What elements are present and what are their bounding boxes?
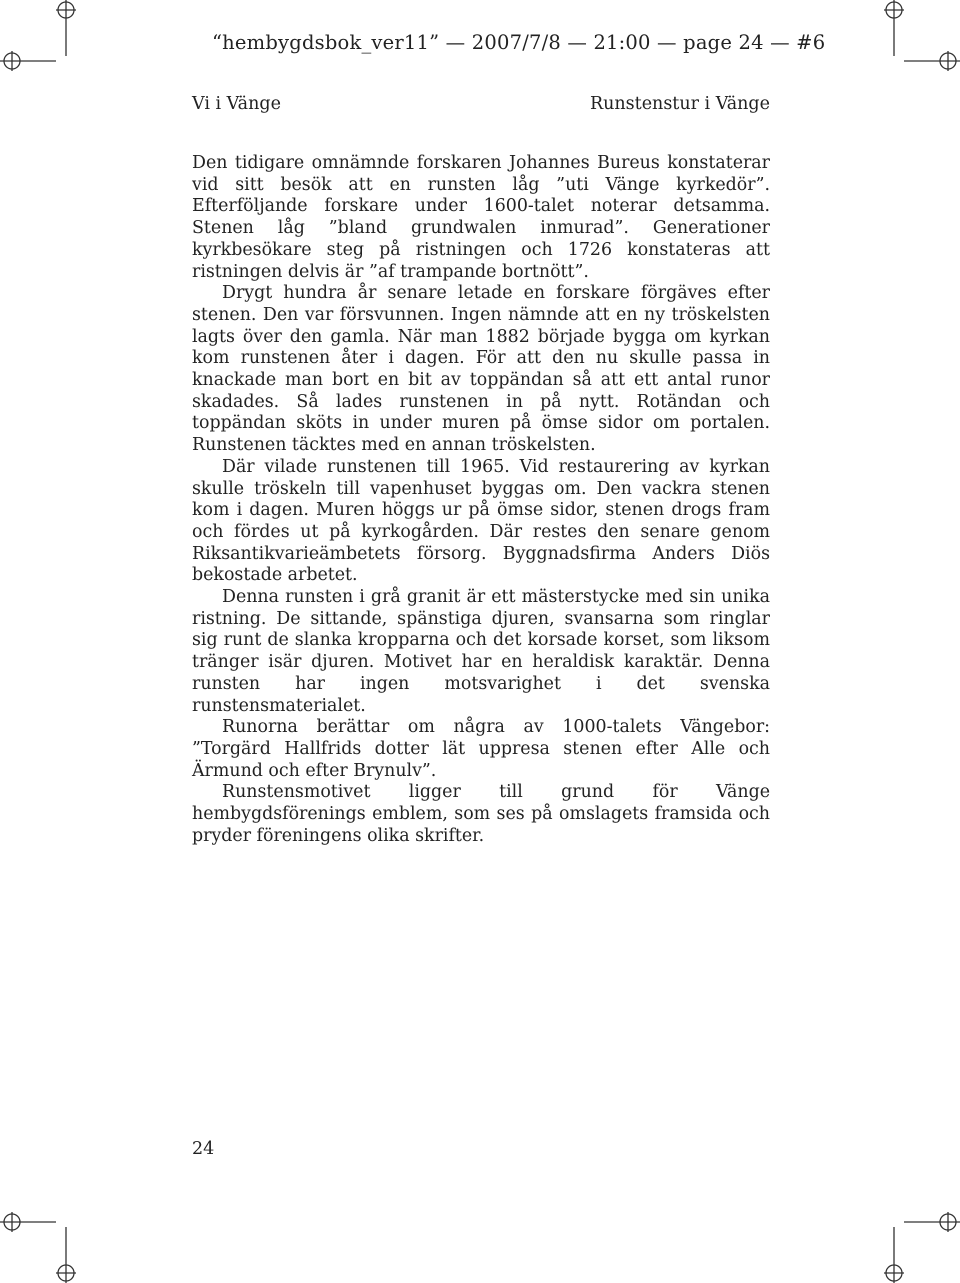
paragraph-2: Drygt hundra år senare letade en forskare förgäves efter stenen. Den var försvunnen. Ingen nämnde att en ny tröskelsten lagts över den gamla. När man 1882 började bygga om kyrkan kom runstenen åter i dagen. För att den nu skulle passa in knackade man bort en bit av toppändan så att ett antal runor skadades. Så lades runstenen in på nytt. Rotändan och toppändan sköts in under muren på ömse sidor om portalen. Runstenen täcktes med en annan tröskelsten. — [192, 283, 770, 456]
paragraph-3: Där vilade runstenen till 1965. Vid restaurering av kyrkan skulle tröskeln till vapenhuset byggas om. Den vackra stenen kom i dagen. Muren höggs ur på ömse sidor, stenen drogs fram och fördes ut på kyrkogården. Där restes den senare genom Riksantikvarieämbetets försorg. Byggnadsfirma Anders Diös bekostade arbetet. — [192, 456, 770, 586]
page-number: 24 — [192, 1139, 215, 1159]
header-left: Vi i Vänge — [192, 94, 281, 114]
crop-mark-bottom-right — [870, 1208, 960, 1283]
body-text — [192, 153, 770, 848]
paragraph-4: Denna runsten i grå granit är ett mästerstycke med sin unika ristning. De sittande, spänstiga djuren, svansarna som ringlar sig runt de slanka kropparna och det korsade korset, som liksom tränger isär djuren. Motivet har en heraldisk karaktär. Denna runsten har ingen motsvarighet i det svenska runstensmaterialet. — [192, 587, 770, 716]
print-slug: “hembygdsbok_ver11” — 2007/7/8 — 21:00 — page 24 — #6 — [212, 31, 826, 54]
paragraph-5: Runorna berättar om några av 1000-talets Vängebor: ”Torgärd Hallfrids dotter lät uppresa stenen efter Alle och Ärmund och efter Brynulv”. — [192, 717, 770, 781]
header-right: Runstenstur i Vänge — [589, 94, 770, 114]
crop-mark-top-left — [0, 0, 90, 75]
crop-mark-top-right — [870, 0, 960, 75]
paragraph-6: Runstensmotivet ligger till grund för Vänge hembygdsförenings emblem, som ses på omslagets framsida och pryder föreningens olika skrifter. — [192, 782, 770, 846]
running-header — [192, 94, 770, 114]
crop-mark-bottom-left — [0, 1208, 90, 1283]
paragraph-1: Den tidigare omnämnde forskaren Johannes Bureus konstaterar vid sitt besök att en runsten låg ”uti Vänge kyrkedör”. Efterföljande forskare under 1600-talet noterar detsamma. Stenen låg ”bland grundwalen inmurad”. Generationer kyrkbesökare steg på ristningen och 1726 konstateras att ristningen delvis är ”af trampande bortnött”. — [192, 153, 770, 282]
